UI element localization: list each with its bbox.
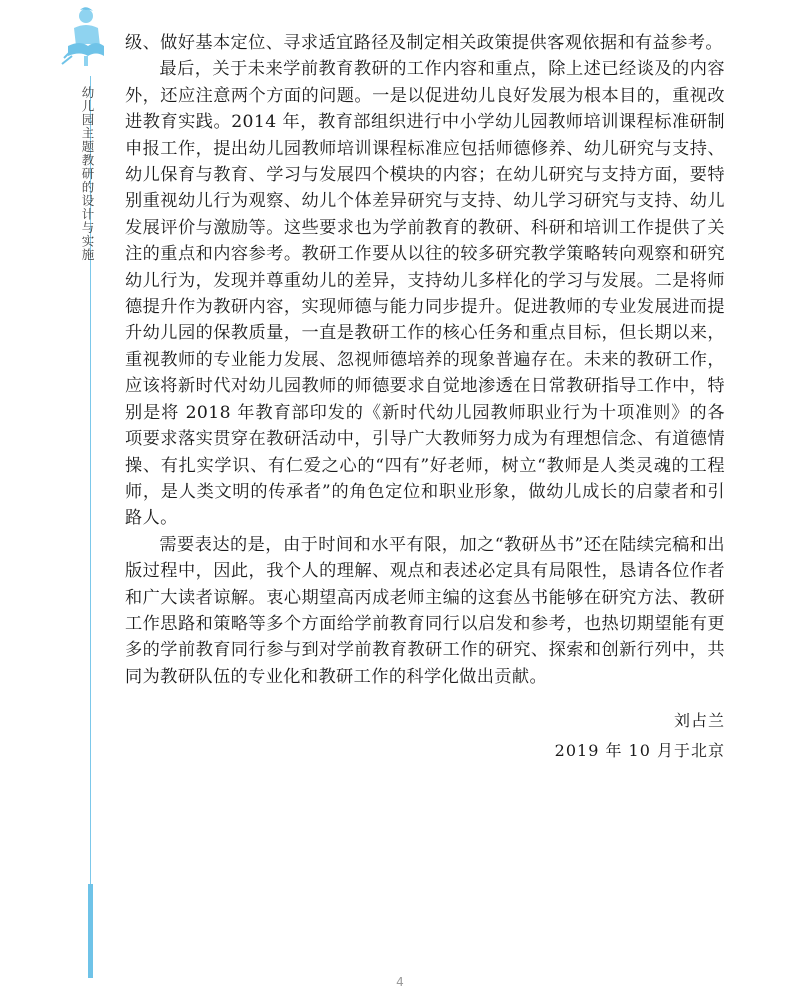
signature-author: 刘占兰 (673, 711, 725, 730)
child-reading-icon (58, 6, 106, 68)
paragraph: 最后，关于未来学前教育教研的工作内容和重点，除上述已经谈及的内容外，还应注意两个方面的问题。一是以促进幼儿良好发展为根本目的，重视改进教育实践。2014 年，教育部组织进行中小学幼儿园教师培训课程标准研制申报工作，提出幼儿园教师培训课程标准应包括师德修养、幼儿研究与支持、幼儿保育与教育、学习与发展四个模块的内容；在幼儿研究与支持方面，要特别重视幼儿行为观察、幼儿个体差异研究与支持、幼儿学习研究与支持、幼儿发展评价与激励等。这些要求也为学前教育的教研、科研和培训工作提供了关注的重点和内容参考。教研工作要从以往的较多研究教学策略转向观察和研究幼儿行为，发现并尊重幼儿的差异，支持幼儿多样化的学习与发展。二是将师德提升作为教研内容，实现师德与能力同步提升。促进教师的专业发展进而提升幼儿园的保教质量，一直是教研工作的核心任务和重点目标，但长期以来，重视教师的专业能力发展、忽视师德培养的现象普遍存在。未来的教研工作，应该将新时代对幼儿园教师的师德要求自觉地渗透在日常教研指导工作中，特别是将 2018 年教育部印发的《新时代幼儿园教师职业行为十项准则》的各项要求落实贯穿在教研活动中，引导广大教师努力成为有理想信念、有道德情操、有扎实学识、有仁爱之心的“四有”好老师，树立“教师是人类灵魂的工程师，是人类文明的传承者”的角色定位和职业形象，做幼儿成长的启蒙者和引路人。 (125, 59, 725, 529)
running-book-title: 幼儿园主题教研的设计与实施 (80, 86, 95, 262)
paragraph: 需要表达的是，由于时间和水平有限，加之“教研丛书”还在陆续完稿和出版过程中，因此，我个人的理解、观点和表述必定具有局限性，恳请各位作者和广大读者谅解。衷心期望高丙成老师主编的这套丛书能够在研究方法、教研工作思路和策略等多个方面给学前教育同行以启发和参考，也热切期望能有更多的学前教育同行参与到对学前教育教研工作的研究、探索和创新行列中，共同为教研队伍的专业化和教研工作的科学化做出贡献。 (125, 534, 725, 687)
signature-date: 2019 年 10 月于北京 (554, 741, 725, 760)
sidebar-accent-bar (88, 884, 93, 978)
page-number: 4 (396, 975, 404, 989)
body-text (125, 30, 725, 690)
sidebar (0, 0, 102, 1000)
paragraph-continued: 级、做好基本定位、寻求适宜路径及制定相关政策提供客观依据和有益参考。 (125, 33, 723, 53)
